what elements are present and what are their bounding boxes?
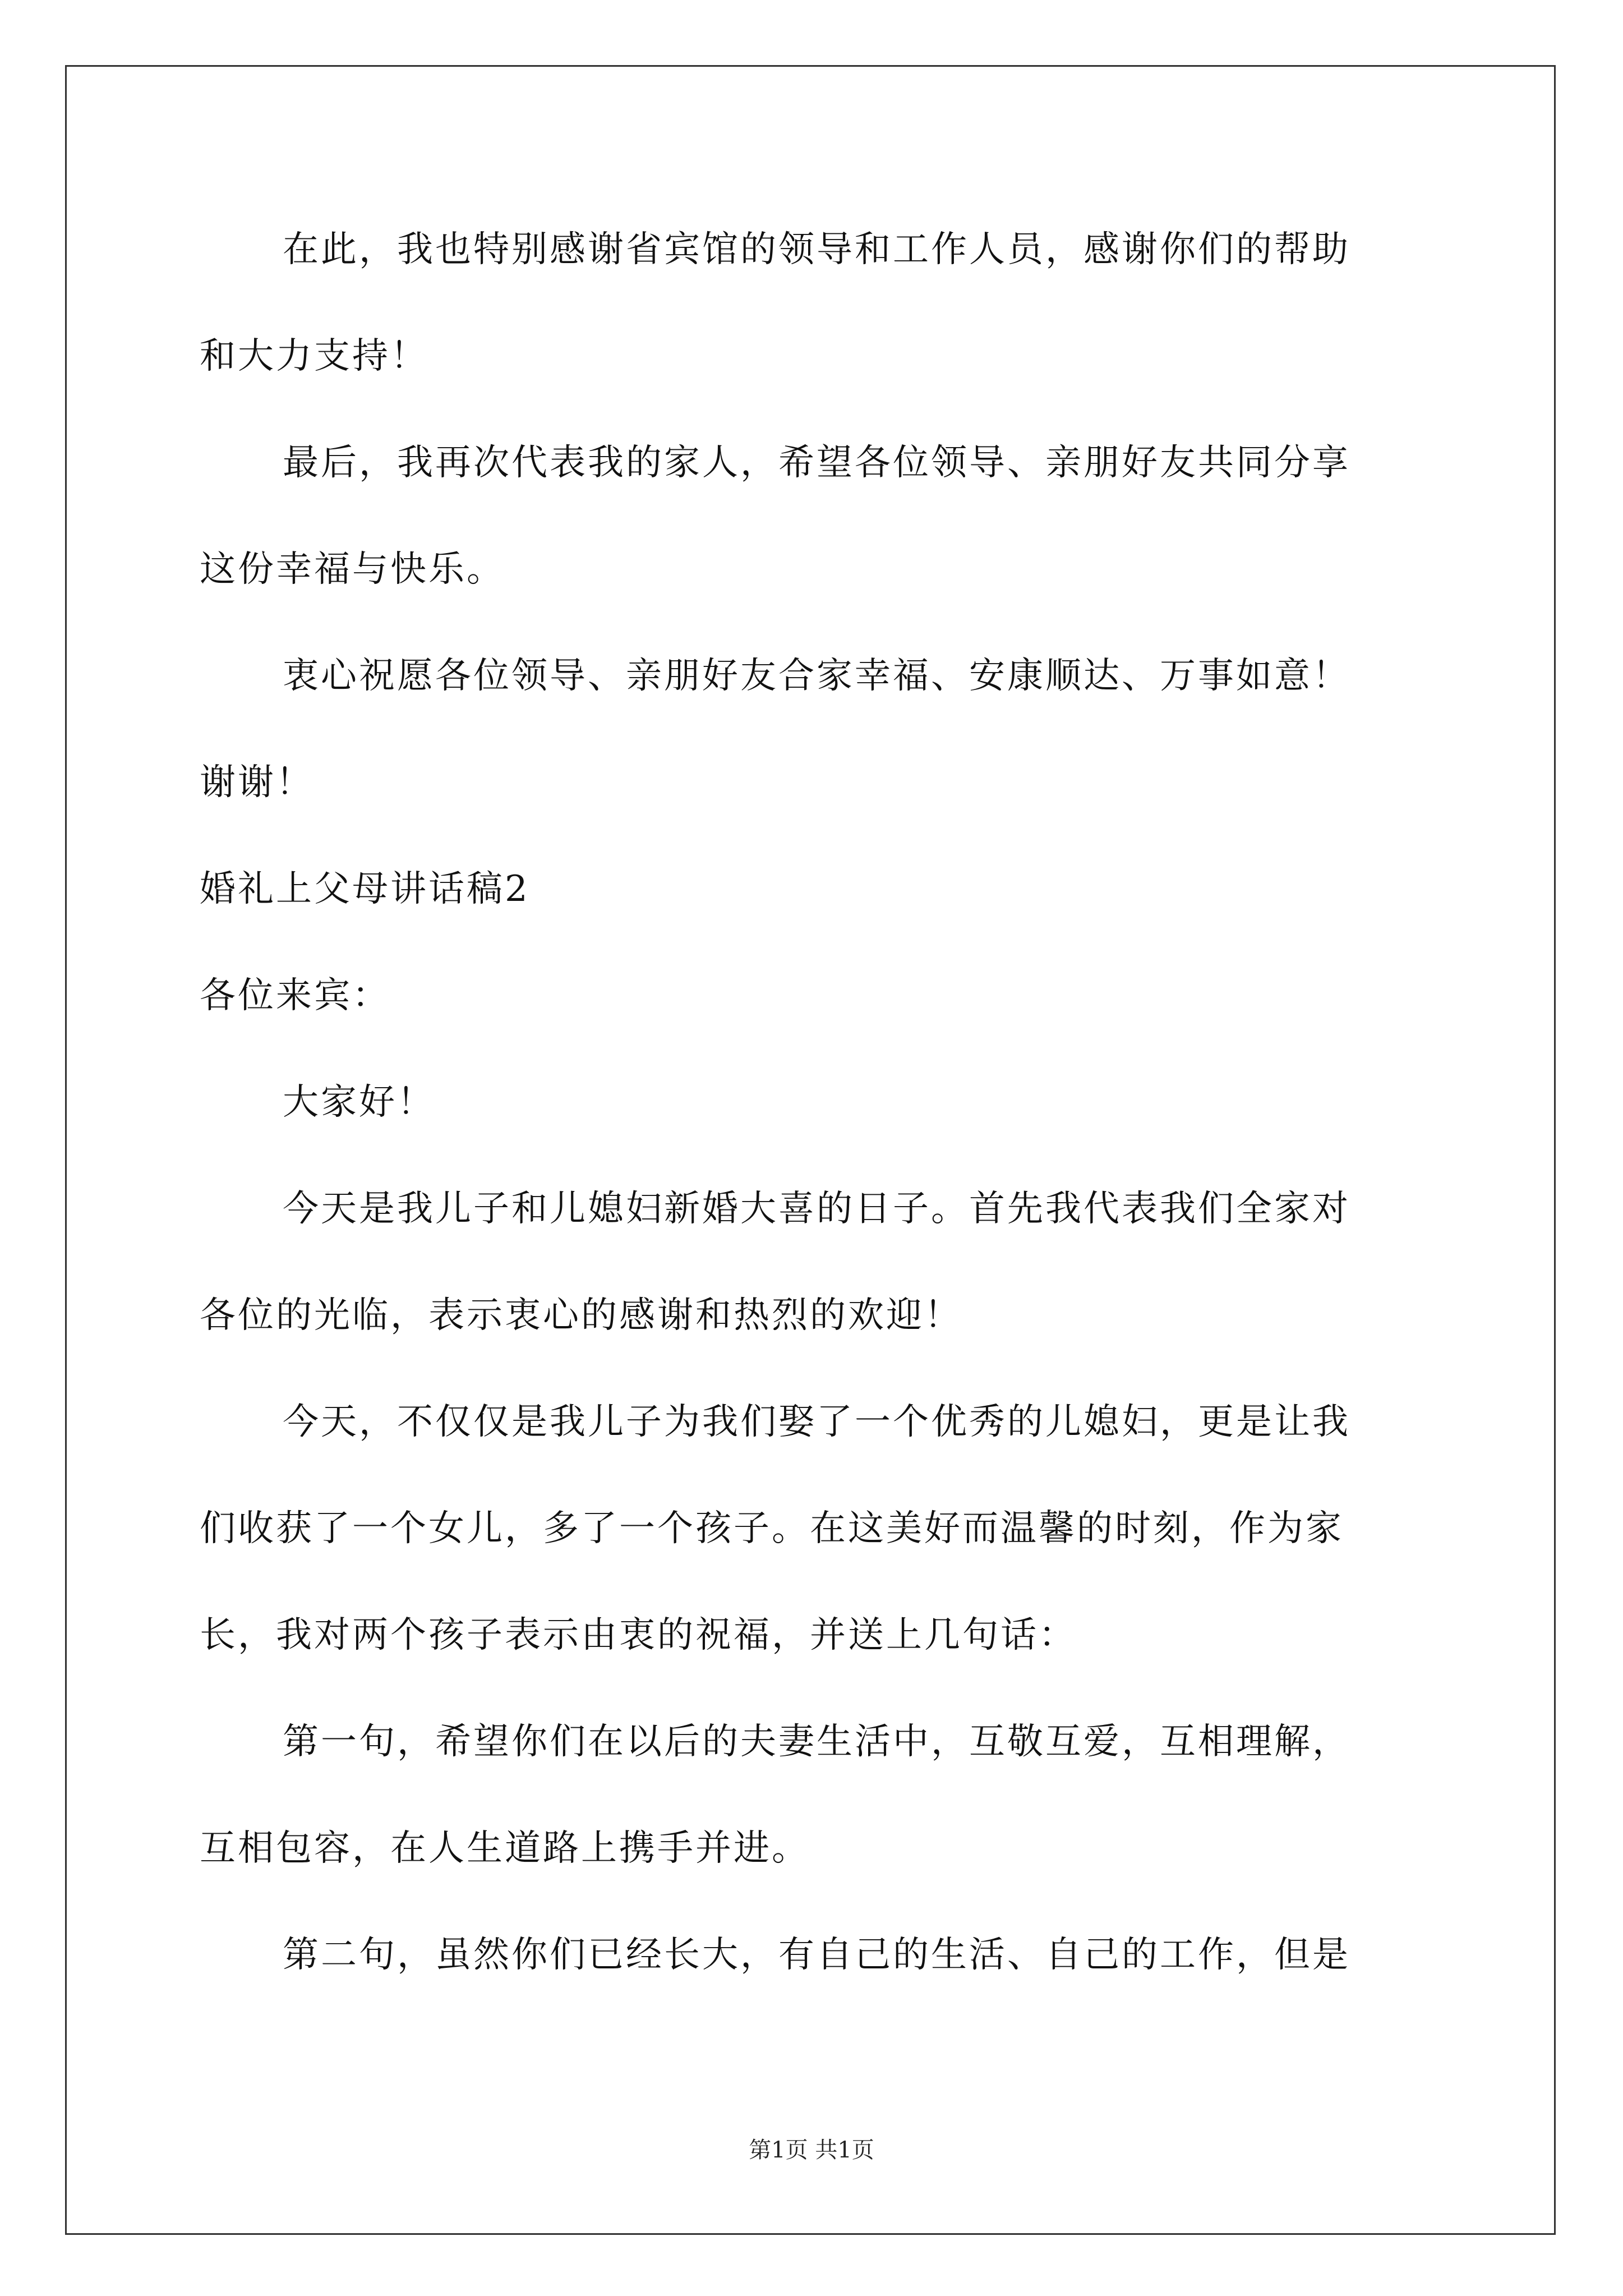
salutation: 各位来宾： bbox=[200, 975, 390, 1016]
paragraph-line: 互相包容，在人生道路上携手并进。 bbox=[200, 1828, 810, 1869]
paragraph-line: 第一句，希望你们在以后的夫妻生活中，互敬互爱，互相理解， bbox=[283, 1721, 1350, 1763]
paragraph-line: 最后，我再次代表我的家人，希望各位领导、亲朋好友共同分享 bbox=[283, 442, 1350, 484]
paragraph-line: 和大力支持！ bbox=[200, 335, 428, 377]
page-border bbox=[65, 65, 1556, 2235]
paragraph-line: 衷心祝愿各位领导、亲朋好友合家幸福、安康顺达、万事如意！ bbox=[283, 655, 1350, 697]
paragraph-line: 在此，我也特别感谢省宾馆的领导和工作人员，感谢你们的帮助 bbox=[283, 229, 1350, 270]
section-title: 婚礼上父母讲话稿2 bbox=[200, 868, 530, 910]
paragraph-line: 各位的光临，表示衷心的感谢和热烈的欢迎！ bbox=[200, 1295, 962, 1336]
paragraph-line: 第二句，虽然你们已经长大，有自己的生活、自己的工作，但是 bbox=[283, 1934, 1350, 1976]
paragraph-line: 今天，不仅仅是我儿子为我们娶了一个优秀的儿媳妇，更是让我 bbox=[283, 1401, 1350, 1443]
page-footer: 第1页 共1页 bbox=[749, 2137, 874, 2163]
paragraph-line: 谢谢！ bbox=[200, 762, 314, 803]
paragraph-line: 们收获了一个女儿，多了一个孩子。在这美好而温馨的时刻，作为家 bbox=[200, 1508, 1344, 1549]
paragraph-line: 长，我对两个孩子表示由衷的祝福，并送上几句话： bbox=[200, 1614, 1077, 1656]
paragraph-line: 这份幸福与快乐。 bbox=[200, 549, 505, 590]
paragraph-line: 大家好！ bbox=[283, 1082, 435, 1123]
paragraph-line: 今天是我儿子和儿媳妇新婚大喜的日子。首先我代表我们全家对 bbox=[283, 1188, 1350, 1230]
